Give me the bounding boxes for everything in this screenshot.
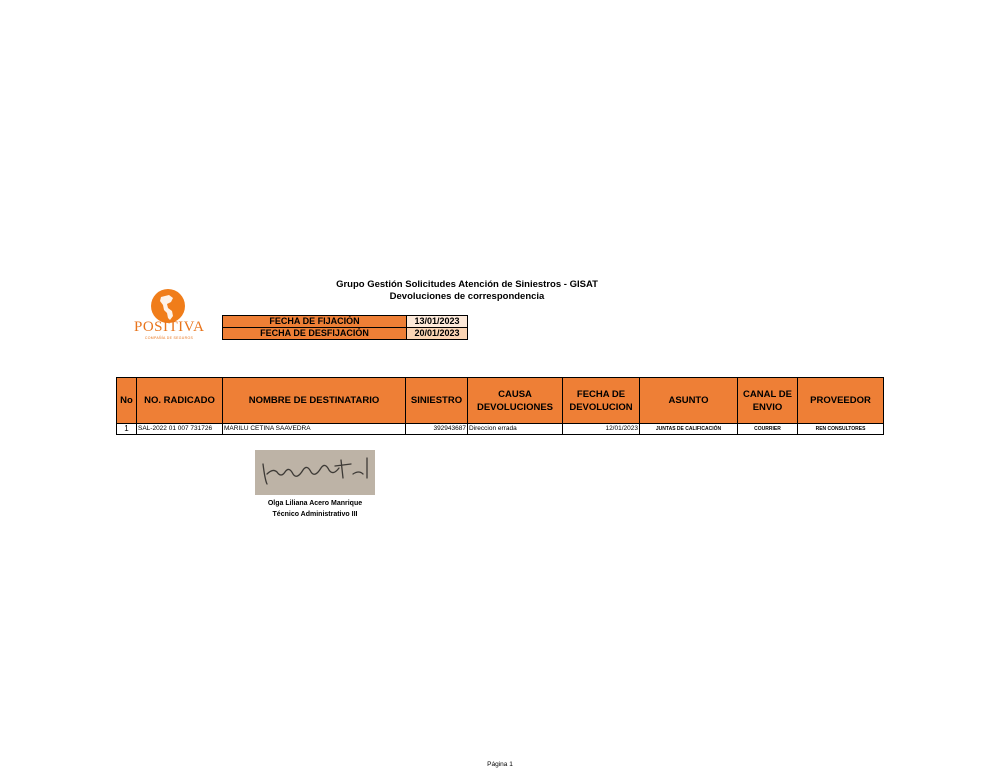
- col-header-canal: CANAL DE ENVIO: [738, 378, 798, 424]
- cell-destinatario: MARILU CETINA SAAVEDRA: [223, 424, 406, 435]
- positiva-logo: [134, 287, 204, 343]
- cell-no: 1: [117, 424, 137, 435]
- col-header-fecha-devolucion: FECHA DE DEVOLUCION: [563, 378, 640, 424]
- document-subtitle: Devoluciones de correspondencia: [389, 291, 545, 302]
- cell-siniestro: 392943687: [406, 424, 468, 435]
- cell-proveedor: REN CONSULTORES: [798, 424, 884, 435]
- signer-role: Técnico Administrativo III: [272, 511, 358, 518]
- signature-image: [255, 450, 375, 495]
- document-title: Grupo Gestión Solicitudes Atención de Siniestros - GISAT: [336, 279, 598, 290]
- fijacion-label: FECHA DE FIJACIÓN: [223, 316, 407, 328]
- logo-brand-text: POSITIVA: [134, 319, 205, 335]
- col-header-no: No: [117, 378, 137, 424]
- cell-canal: COURRIER: [738, 424, 798, 435]
- cell-causa: Direccion errada: [468, 424, 563, 435]
- table-row: [117, 424, 884, 435]
- cell-radicado: SAL-2022 01 007 731726: [137, 424, 223, 435]
- table-header-row: [117, 378, 884, 424]
- fijacion-value: 13/01/2023: [407, 316, 468, 328]
- americas-map-icon: [151, 289, 185, 323]
- col-header-causa: CAUSA DEVOLUCIONES: [468, 378, 563, 424]
- page-number: Página 1: [487, 761, 513, 768]
- desfijacion-label: FECHA DE DESFIJACIÓN: [223, 328, 407, 340]
- col-header-radicado: NO. RADICADO: [137, 378, 223, 424]
- signer-name: Olga Liliana Acero Manrique: [267, 500, 363, 507]
- cell-fecha-devolucion: 12/01/2023: [563, 424, 640, 435]
- cell-asunto: JUNTAS DE CALIFICACIÓN: [640, 424, 738, 435]
- col-header-siniestro: SINIESTRO: [406, 378, 468, 424]
- dates-table: [222, 315, 468, 340]
- desfijacion-value: 20/01/2023: [407, 328, 468, 340]
- devoluciones-table: [116, 377, 884, 435]
- logo-tagline: COMPAÑÍA DE SEGUROS: [144, 336, 194, 340]
- col-header-proveedor: PROVEEDOR: [798, 378, 884, 424]
- handwritten-signature-icon: [255, 450, 375, 495]
- col-header-asunto: ASUNTO: [640, 378, 738, 424]
- col-header-destinatario: NOMBRE DE DESTINATARIO: [223, 378, 406, 424]
